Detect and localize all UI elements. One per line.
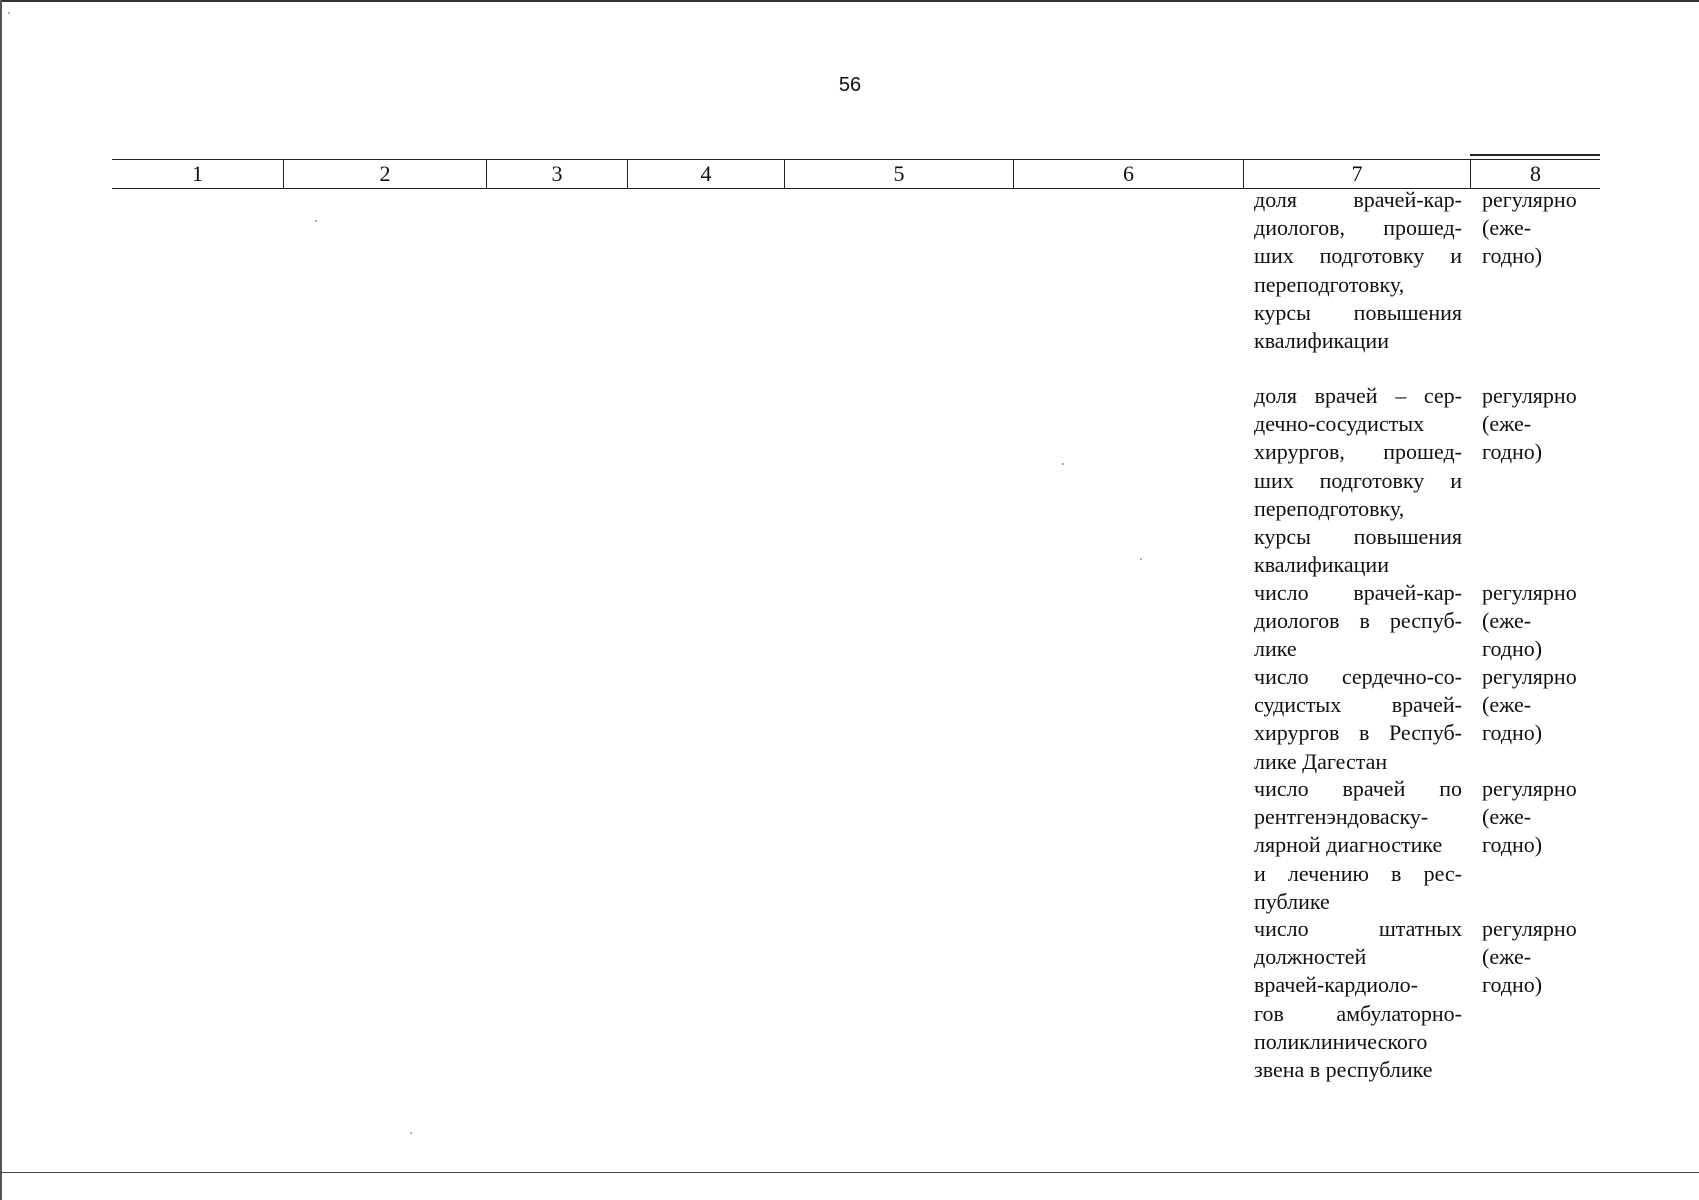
text-line: публике: [1254, 888, 1330, 914]
header-cell-8: 8: [1470, 160, 1600, 188]
word: ших: [1254, 243, 1294, 269]
text-line: [1254, 523, 1462, 551]
header-cell-3: 3: [486, 160, 627, 188]
text-line: годно): [1482, 832, 1543, 857]
word: судистых: [1254, 692, 1342, 718]
indicator-cell: [1254, 382, 1462, 579]
text-line: [1254, 663, 1462, 691]
word: в: [1391, 860, 1402, 886]
text-line: лярной диагностике: [1254, 832, 1443, 858]
word: число: [1254, 916, 1309, 941]
header-cell-1: 1: [192, 161, 203, 186]
header-cell-2: 2: [283, 160, 486, 188]
text-line: [1254, 438, 1462, 466]
indicator-cell: [1254, 186, 1462, 355]
scan-border-left: [0, 0, 2, 1200]
text-line: годно): [1482, 720, 1543, 745]
word: Респуб-: [1388, 720, 1462, 746]
scan-speck: [8, 12, 10, 14]
text-line: [1254, 579, 1462, 607]
word: лечению: [1287, 860, 1369, 886]
text-line: [1254, 467, 1462, 495]
text-line: квалификации: [1254, 328, 1389, 354]
text-line: [1254, 915, 1462, 943]
word: подготовку: [1319, 243, 1425, 269]
word: в: [1358, 720, 1370, 746]
page-number: 56: [838, 74, 862, 96]
word: число: [1254, 580, 1309, 605]
text-line: регулярно: [1482, 187, 1577, 212]
text-line: годно): [1482, 636, 1543, 661]
word: ших: [1254, 467, 1294, 493]
text-line: регулярно: [1482, 916, 1577, 941]
table-header-row: [112, 159, 1600, 189]
text-line: (еже-: [1482, 692, 1532, 717]
text-line: (еже-: [1482, 804, 1532, 829]
text-line: [1254, 719, 1462, 747]
word: рес-: [1423, 860, 1462, 886]
word: хирургов: [1254, 720, 1340, 746]
text-line: переподготовку,: [1254, 495, 1405, 521]
text-line: (еже-: [1482, 411, 1532, 436]
word: доля: [1254, 187, 1298, 212]
text-line: (еже-: [1482, 944, 1532, 969]
scan-speck: [1062, 463, 1064, 465]
word: и: [1450, 243, 1462, 269]
frequency-cell: [1482, 663, 1600, 747]
word: сер-: [1423, 383, 1462, 408]
frequency-cell: [1482, 775, 1600, 859]
word: и: [1254, 860, 1266, 886]
frequency-cell: [1482, 382, 1600, 466]
word: сердечно-со-: [1341, 664, 1462, 689]
text-line: дечно-сосудистых: [1254, 411, 1425, 437]
text-line: годно): [1482, 972, 1543, 997]
word: штатных: [1378, 916, 1462, 941]
text-line: регулярно: [1482, 580, 1577, 605]
word: врачей-кар-: [1353, 580, 1462, 605]
text-line: [1254, 186, 1462, 214]
header-line-extension: [1470, 154, 1600, 156]
header-cell-6: 6: [1013, 160, 1243, 188]
text-line: регулярно: [1482, 383, 1577, 408]
frequency-cell: [1482, 579, 1600, 663]
word: доля: [1254, 383, 1298, 408]
text-line: квалификации: [1254, 552, 1389, 578]
text-line: лике Дагестан: [1254, 748, 1388, 774]
text-line: рентгенэндоваску-: [1254, 804, 1429, 830]
word: курсы: [1254, 299, 1311, 325]
text-line: [1254, 299, 1462, 327]
word: число: [1254, 664, 1309, 689]
word: респуб-: [1389, 608, 1462, 634]
word: курсы: [1254, 524, 1311, 550]
word: диологов: [1254, 608, 1340, 634]
header-cell-4: 4: [627, 160, 784, 188]
text-line: [1254, 382, 1462, 410]
word: подготовку: [1319, 467, 1425, 493]
word: и: [1450, 467, 1462, 493]
indicator-cell: [1254, 915, 1462, 1084]
text-line: (еже-: [1482, 215, 1532, 240]
text-line: звена в республике: [1254, 1057, 1433, 1083]
word: врачей-: [1391, 692, 1462, 718]
word: прошед-: [1383, 439, 1462, 465]
text-line: (еже-: [1482, 608, 1532, 633]
indicator-cell: [1254, 775, 1462, 916]
word: в: [1359, 608, 1370, 634]
text-line: поликлинического: [1254, 1028, 1428, 1054]
scan-border-bottom: [0, 1172, 1699, 1173]
text-line: [1254, 691, 1462, 719]
text-line: [1254, 775, 1462, 803]
word: диологов,: [1254, 215, 1346, 241]
word: врачей: [1342, 776, 1406, 801]
word: гов: [1254, 1000, 1284, 1026]
word: по: [1439, 776, 1462, 801]
text-line: [1254, 214, 1462, 242]
text-line: годно): [1482, 439, 1543, 464]
text-line: должностей: [1254, 944, 1367, 970]
text-line: врачей-кардиоло-: [1254, 972, 1419, 998]
word: число: [1254, 776, 1309, 801]
scan-speck: [410, 1132, 412, 1134]
text-line: [1254, 607, 1462, 635]
scan-border-top: [0, 0, 1699, 2]
text-line: регулярно: [1482, 776, 1577, 801]
scan-speck: [315, 220, 317, 222]
text-line: лике: [1254, 636, 1297, 662]
frequency-cell: [1482, 186, 1600, 270]
word: хирургов,: [1254, 439, 1345, 465]
frequency-cell: [1482, 915, 1600, 999]
text-line: [1254, 242, 1462, 270]
word: повышения: [1353, 299, 1462, 325]
indicator-cell: [1254, 579, 1462, 664]
text-line: [1254, 1000, 1462, 1028]
scan-speck: [1140, 558, 1142, 560]
header-cell-5: 5: [784, 160, 1013, 188]
text-line: годно): [1482, 243, 1543, 268]
word: врачей: [1314, 383, 1378, 408]
word: повышения: [1353, 524, 1462, 550]
header-cell-7: 7: [1243, 160, 1470, 188]
word: прошед-: [1383, 215, 1462, 241]
word: –: [1395, 383, 1407, 408]
text-line: регулярно: [1482, 664, 1577, 689]
indicator-cell: [1254, 663, 1462, 776]
word: врачей-кар-: [1353, 187, 1462, 212]
word: амбулаторно-: [1336, 1000, 1462, 1026]
text-line: переподготовку,: [1254, 271, 1405, 297]
text-line: [1254, 860, 1462, 888]
